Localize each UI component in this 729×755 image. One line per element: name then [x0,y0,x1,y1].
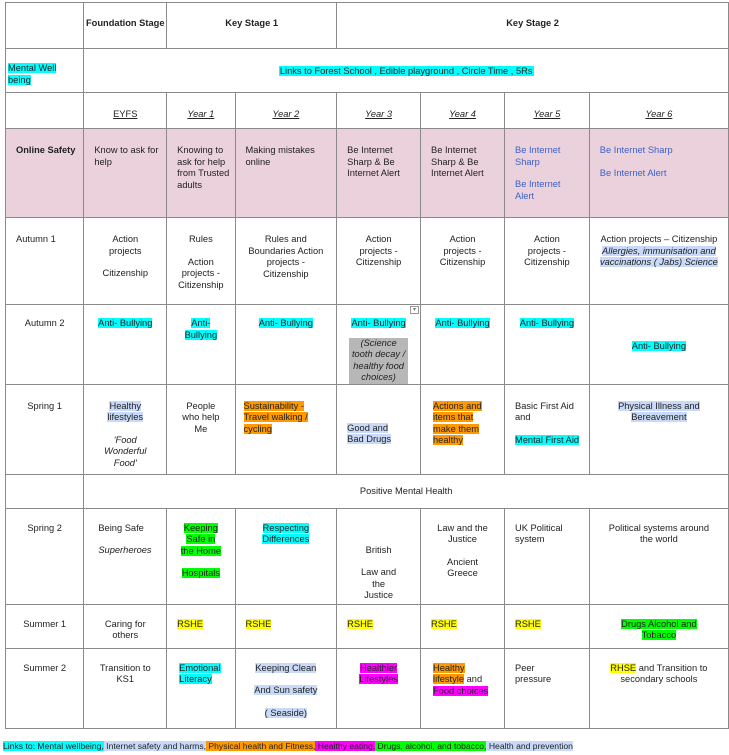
autumn-1-label: Autumn 1 [6,218,84,305]
autumn-2-y3: ▾ Anti- Bullying (Science tooth decay / healthy food choices) [337,305,421,385]
summer-2-y6: RHSE and Transition to secondary schools [589,648,728,728]
autumn-1-row [6,218,729,305]
autumn-1-y6: Action projects – Citizenship Allergies, immunisation and vaccinations ( Jabs) Science [589,218,728,305]
legend-healthy-eating: Healthy eating, [315,741,376,751]
online-y4: Be Internet Sharp & Be Internet Alert [421,129,505,218]
year-eyfs: EYFS [84,93,167,129]
spring-2-row [6,508,729,604]
online-eyfs: Know to ask for help [84,129,167,218]
online-safety-label: Online Safety [6,129,84,218]
spring-1-eyfs: Healthy lifestyles 'Food Wonderful Food' [84,384,167,474]
autumn-2-y6: Anti- Bullying [589,305,728,385]
year-6: Year 6 [589,93,728,129]
legend-health-prevention: Health and prevention [486,741,573,751]
summer-1-y6: Drugs Alcohol and Tobacco [589,604,728,648]
online-y3: Be Internet Sharp & Be Internet Alert [337,129,421,218]
summer-1-label: Summer 1 [6,604,84,648]
spring-2-y2: Respecting Differences [235,508,337,604]
summer-2-y3: Healthier Lifestyles [337,648,421,728]
autumn-2-label: Autumn 2 [6,305,84,385]
foundation-stage-header: Foundation Stage [84,3,167,49]
year-1: Year 1 [167,93,235,129]
autumn-2-y4: Anti- Bullying [421,305,505,385]
summer-2-y4: Healthy lifestyle and Food choices [421,648,505,728]
autumn-1-y4: Action projects - Citizenship [421,218,505,305]
spring-1-y1: People who help Me [167,384,235,474]
autumn-1-y5: Action projects - Citizenship [505,218,590,305]
autumn-1-y1: Rules Action projects - Citizenship [167,218,235,305]
legend-physical-health: Physical health and Fitness, [206,741,316,751]
summer-2-y5: Peer pressure [505,648,590,728]
spring-1-label: Spring 1 [6,384,84,474]
year-row-blank [6,93,84,129]
year-3: Year 3 [337,93,421,129]
legend-drugs-alcohol: Drugs, alcohol, and tobacco, [375,741,487,751]
online-y2: Making mistakes online [235,129,337,218]
summer-2-y1: Emotional Literacy [167,648,235,728]
mental-wellbeing-label: Mental Well being [6,49,84,93]
autumn-2-y1: Anti- Bullying [167,305,235,385]
positive-mental-health: Positive Mental Health [84,474,729,508]
spring-2-y5: UK Political system [505,508,590,604]
autumn-2-eyfs: Anti- Bullying [84,305,167,385]
spring-2-y1: Keeping Safe in the Home Hospitals [167,508,235,604]
online-safety-row [6,129,729,218]
spring-2-y3: British Law and the Justice [337,508,421,604]
key-stage-2-header: Key Stage 2 [337,3,729,49]
spring-2-y6: Political systems around the world [589,508,728,604]
positive-mental-health-row [6,474,729,508]
summer-1-y1: RSHE [167,604,235,648]
color-legend [3,741,573,752]
summer-1-y3: RSHE [337,604,421,648]
online-y5: Be Internet Sharp Be Internet Alert [505,129,590,218]
spring-1-y4: Actions and items that make them healthy [421,384,505,474]
mental-wellbeing-links: Links to Forest School , Edible playground , Circle Time , 5Rs [84,49,729,93]
key-stage-1-header: Key Stage 1 [167,3,337,49]
summer-2-label: Summer 2 [6,648,84,728]
online-y6: Be Internet Sharp Be Internet Alert [589,129,728,218]
spring-1-y6: Physical Illness and Bereavement [589,384,728,474]
autumn-2-y5: Anti- Bullying [505,305,590,385]
spring-1-y3: Good and Bad Drugs [337,384,421,474]
curriculum-table [5,2,729,729]
corner-cell [6,3,84,49]
summer-1-eyfs: Caring for others [84,604,167,648]
autumn-2-row [6,305,729,385]
legend-internet-safety: Internet safety and harms, [103,741,207,751]
autumn-1-y3: Action projects - Citizenship [337,218,421,305]
spring-1-y5: Basic First Aid and Mental First Aid [505,384,590,474]
comment-indicator-icon[interactable]: ▾ [410,306,419,314]
stage-header-row [6,3,729,49]
autumn-1-eyfs: Action projects Citizenship [84,218,167,305]
summer-2-eyfs: Transition to KS1 [84,648,167,728]
spring-2-label: Spring 2 [6,508,84,604]
summer-1-y2: RSHE [235,604,337,648]
legend-mental-wellbeing: Links to: Mental wellbeing, [3,741,104,751]
year-5: Year 5 [505,93,590,129]
mental-wellbeing-row [6,49,729,93]
positive-blank [6,474,84,508]
summer-1-y5: RSHE [505,604,590,648]
summer-2-row [6,648,729,728]
summer-1-row [6,604,729,648]
spring-1-row [6,384,729,474]
spring-2-y4: Law and the Justice Ancient Greece [421,508,505,604]
summer-1-y4: RSHE [421,604,505,648]
year-4: Year 4 [421,93,505,129]
summer-2-y2: Keeping Clean And Sun safety ( Seaside) [235,648,337,728]
online-y1: Knowing to ask for help from Trusted adults [167,129,235,218]
spring-2-eyfs: Being Safe Superheroes [84,508,167,604]
year-2: Year 2 [235,93,337,129]
autumn-1-y2: Rules and Boundaries Action projects - Citizenship [235,218,337,305]
autumn-2-y2: Anti- Bullying [235,305,337,385]
spring-1-y2: Sustainability - Travel walking / cycling [235,384,337,474]
year-row [6,93,729,129]
